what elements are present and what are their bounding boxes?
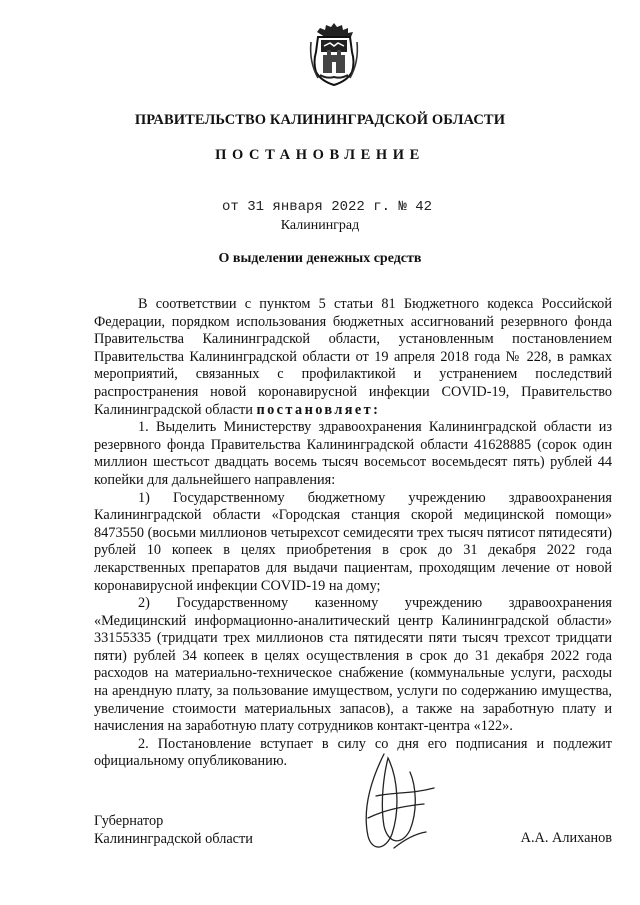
date-line [222,199,432,215]
number-label: № [398,199,407,215]
item-2-paragraph: 2. Постановление вступает в силу со дня его подписания и подлежит официальному опубликованию. [94,735,612,770]
document-date: 31 января 2022 г. [247,199,391,215]
handwritten-signature [354,748,444,858]
city-name: Калининград [280,218,360,233]
coat-of-arms-icon [308,22,360,86]
item-1-2-paragraph: 2) Государственному казенному учреждению здравоохранения «Медицинский информационно-аналитический центр Калининградской области» 33155335 (тридцати трех миллионов ста пятидесяти пяти тысяч трехсот тридцати пяти) рублей 34 копеек в целях осуществления в срок до 31 декабря 2022 года расходов на материально-техническое снабжение (коммунальные услуги, расходы на арендную плату, за пользование имуществом, услуги по содержанию имущества, увеличение стоимости материальных запасов), а также на заработную плату и начисления на заработную плату сотрудников контакт-центра «122». [94,595,612,735]
item-1-paragraph: 1. Выделить Министерству здравоохранения Калининградской области из резервного фонда Правительства Калининградской области 41628885 (сорок один миллион шестьсот двадцать восемь тысяч восемьсот восемьдесят пять) рублей 44 копейки для дальнейшего направления: [94,419,612,488]
decree-word: постановляет: [256,401,381,418]
signatory-role-line-1: Губернатор [94,813,164,829]
document-number: 42 [415,199,433,215]
date-prefix: от [222,199,239,215]
item-1-1-paragraph: 1) Государственному бюджетному учреждению здравоохранения Калининградской области «Городская станция скорой медицинской помощи» 8473550 (восьми миллионов четырехсот семидесяти трех тысяч пятисот пятидесяти) рублей 10 копеек в целях приобретения в срок до 31 декабря 2022 года лекарственных препаратов для выдачи пациентам, проходящим лечение от новой коронавирусной инфекции COVID-19 на дому; [94,489,612,594]
document-subject: О выделении денежных средств [218,251,422,266]
intro-paragraph [94,296,612,419]
government-name: ПРАВИТЕЛЬСТВО КАЛИНИНГРАДСКОЙ ОБЛАСТИ [134,112,506,128]
signatory-role [94,812,253,848]
document-type: ПОСТАНОВЛЕНИЕ [215,147,425,163]
document-body [94,296,612,771]
signatory-role-line-2: Калининградской области [94,831,253,847]
intro-text: В соответствии с пунктом 5 статьи 81 Бюджетного кодекса Российской Федерации, порядком использования бюджетных ассигнований резервного фонда Правительства Калининградской области, установленным постановлением Правительства Калининградской области от 19 апреля 2018 года № 228, в рамках мероприятий, связанных с профилактикой и устранением последствий распространения новой коронавирусной инфекции COVID-19, Правительство Калининградской области [94,296,612,418]
signatory-name: А.А. Алиханов [520,830,612,846]
